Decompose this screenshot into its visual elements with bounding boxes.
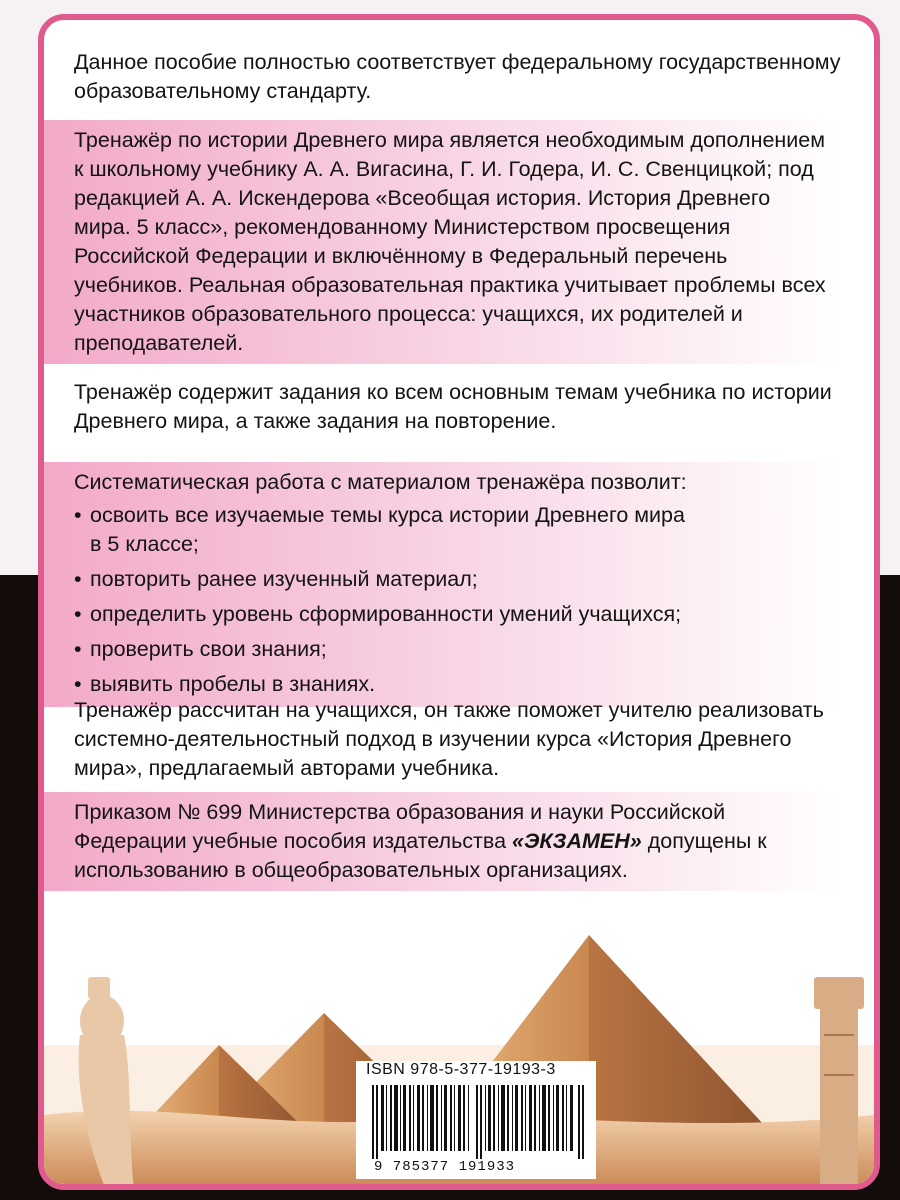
goals-lead: Систематическая работа с материалом тренажёра позволит: — [74, 470, 687, 494]
contents-paragraph: Тренажёр содержит задания ко всем основным темам учебника по истории Древнего мира, а также задания на повторение. — [74, 380, 832, 433]
publisher-name: «ЭКЗАМЕН» — [512, 829, 642, 853]
order-paragraph: Приказом № 699 Министерства образования и науки Российской Федерации учебные пособия издательства «ЭКЗАМЕН» допущены к использованию в общеобразовательных организациях. — [74, 800, 767, 882]
goal-item: • освоить все изучаемые темы курса истории Древнего мира — [74, 503, 685, 527]
intro-paragraph: Данное пособие полностью соответствует федеральному государственному образовательному стандарту. — [74, 50, 841, 103]
description-block — [74, 120, 844, 364]
goal-item: • повторить ранее изученный материал; — [74, 567, 478, 591]
description-paragraph: Тренажёр по истории Древнего мира является необходимым дополнением к школьному учебнику А. А. Вигасина, Г. И. Годера, И. С. Свенцицкой; под редакцией А. А. Искендерова «Всеобщая история. История Древнего мира. 5 класс», рекомендованному Министерством просвещения Российской Федерации и включённому в Федеральный перечень учебников. Реальная образовательная практика учитывает проблемы всех участников образовательного процесса: учащихся, их родителей и преподавателей. — [74, 128, 826, 355]
order-block — [74, 792, 844, 891]
audience-paragraph: Тренажёр рассчитан на учащихся, он также поможет учителю реализовать системно-деятельностный подход в изучении курса «История Древнего мира», предлагаемый авторами учебника. — [74, 698, 824, 780]
goals-highlight — [38, 462, 844, 707]
isbn-label: ISBN 978-5-377-19193-3 — [366, 1061, 556, 1078]
goals-block — [74, 462, 844, 707]
back-cover-card — [38, 14, 880, 1190]
goal-item-continuation: в 5 классе; — [90, 532, 199, 556]
order-highlight — [38, 792, 844, 891]
barcode-icon — [372, 1085, 588, 1159]
goal-item: • выявить пробелы в знаниях. — [74, 672, 376, 696]
goal-item: • проверить свои знания; — [74, 637, 327, 661]
egyptian-column — [814, 977, 864, 1190]
goal-item: • определить уровень сформированности умений учащихся; — [74, 602, 682, 626]
isbn-barcode-block — [356, 1061, 596, 1179]
description-highlight — [38, 120, 844, 364]
barcode-digits: 9 785377 191933 — [374, 1159, 516, 1175]
